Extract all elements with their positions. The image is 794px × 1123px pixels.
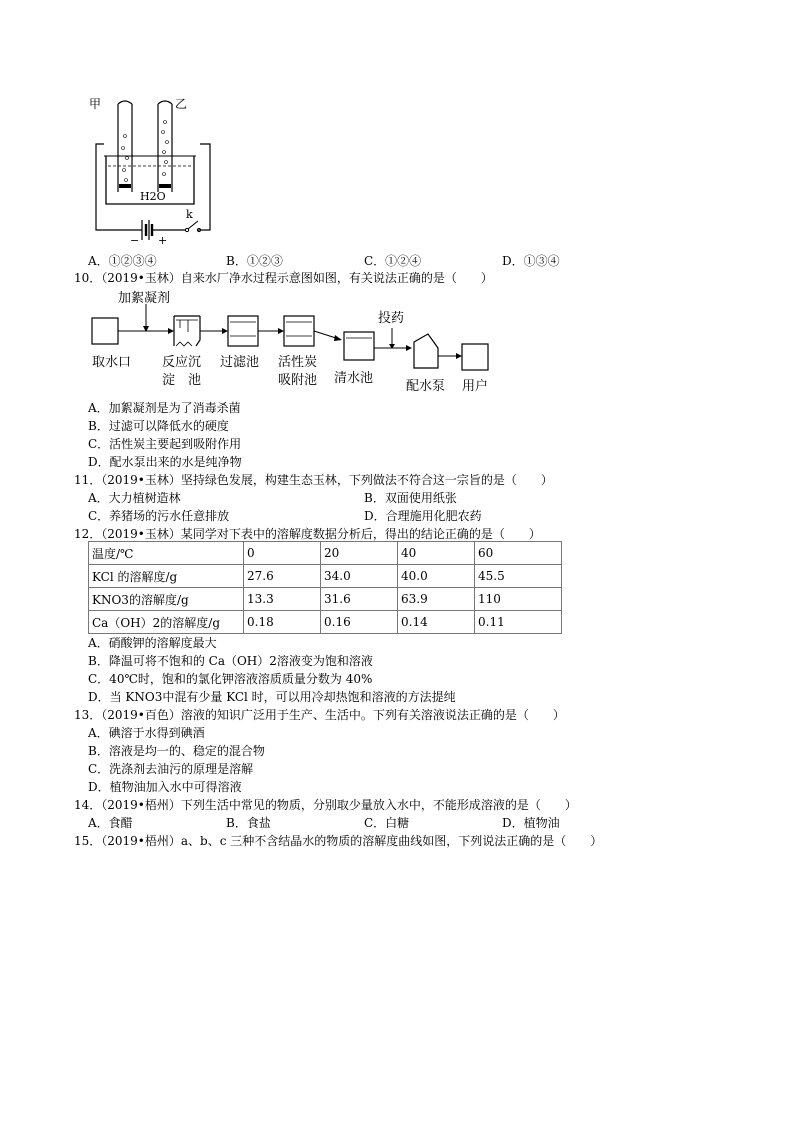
q14-option-a: A．食醋: [88, 816, 133, 830]
table-header-cell: 60: [475, 542, 562, 565]
switch-k-label: k: [186, 208, 193, 221]
table-cell: 0.18: [244, 611, 321, 634]
q13-stem: 13．（2019•百色）溶液的知识广泛用于生产、生活中。下列有关溶液说法正确的是（ ）: [74, 708, 565, 722]
table-cell: KCl 的溶解度/g: [89, 565, 244, 588]
coagulant-label: 加絮凝剂: [118, 291, 171, 306]
q11-option-b: B．双面使用纸张: [364, 491, 457, 505]
table-header-cell: 0: [244, 542, 321, 565]
q12-option-b: B．降温可将不饱和的 Ca（OH）2溶液变为饱和溶液: [88, 654, 373, 668]
table-cell: 45.5: [475, 565, 562, 588]
q12-option-a: A．硝酸钾的溶解度最大: [88, 636, 217, 650]
q13-option-d: D．植物油加入水中可得溶液: [88, 780, 242, 794]
q11-option-d: D．合理施用化肥农药: [364, 509, 482, 523]
battery-plus-label: +: [158, 234, 168, 247]
table-cell: 31.6: [321, 588, 398, 611]
table-header-cell: 温度/℃: [89, 542, 244, 565]
table-cell: KNO3的溶解度/g: [89, 588, 244, 611]
q10-stem: 10．（2019•玉林）自来水厂净水过程示意图如图，有关说法正确的是（ ）: [74, 271, 493, 285]
q13-option-b: B．溶液是均一的、稳定的混合物: [88, 744, 265, 758]
sedimentation-label-line2: 淀 池: [162, 373, 202, 388]
q9-option-d: D．①③④: [502, 254, 560, 268]
user-label: 用户: [462, 379, 489, 394]
q14-option-d: D．植物油: [502, 816, 560, 830]
q12-option-d: D．当 KNO3中混有少量 KCl 时，可以用冷却热饱和溶液的方法提纯: [88, 690, 456, 704]
q10-option-a: A．加絮凝剂是为了消毒杀菌: [88, 401, 241, 415]
dosing-label: 投药: [378, 311, 405, 326]
table-cell: 40.0: [398, 565, 475, 588]
q9-option-b: B．①②③: [226, 254, 283, 268]
tube-yi-label: 乙: [175, 97, 188, 111]
solubility-table: [88, 541, 562, 634]
q12-option-c: C．40℃时，饱和的氯化钾溶液溶质质量分数为 40%: [88, 672, 373, 686]
battery-minus-label: −: [130, 234, 140, 247]
electrolysis-apparatus-figure: [88, 96, 218, 248]
water-label: H2O: [140, 190, 166, 203]
water-treatment-diagram: [88, 286, 508, 398]
carbon-label-line1: 活性炭: [278, 355, 318, 370]
q11-option-a: A．大力植树造林: [88, 491, 181, 505]
clear-water-label: 清水池: [334, 371, 374, 386]
q11-stem: 11．（2019•玉林）坚持绿色发展，构建生态玉林，下列做法不符合这一宗旨的是（ ）: [74, 473, 553, 487]
table-cell: 110: [475, 588, 562, 611]
q9-option-c: C．①②④: [364, 254, 422, 268]
table-cell: 27.6: [244, 565, 321, 588]
table-cell: 13.3: [244, 588, 321, 611]
q13-option-c: C．洗涤剂去油污的原理是溶解: [88, 762, 254, 776]
table-row: [89, 588, 562, 611]
q12-stem: 12．（2019•玉林）某同学对下表中的溶解度数据分析后，得出的结论正确的是（ ）: [74, 527, 541, 541]
q14-option-b: B．食盐: [226, 816, 271, 830]
q11-option-c: C．养猪场的污水任意排放: [88, 509, 230, 523]
table-cell: 34.0: [321, 565, 398, 588]
table-row: [89, 611, 562, 634]
table-cell: 0.14: [398, 611, 475, 634]
table-row: [89, 565, 562, 588]
pump-label: 配水泵: [406, 379, 446, 394]
tube-jia-label: 甲: [89, 97, 102, 111]
q9-option-a: A．①②③④: [88, 254, 157, 268]
table-header-cell: 20: [321, 542, 398, 565]
table-header-row: [89, 542, 562, 565]
q14-stem: 14．（2019•梧州）下列生活中常见的物质，分别取少量放入水中，不能形成溶液的是（ ）: [74, 798, 577, 812]
table-cell: 0.11: [475, 611, 562, 634]
q15-stem: 15．（2019•梧州）a、b、c 三种不含结晶水的物质的溶解度曲线如图，下列说法正确的是（ ）: [74, 834, 603, 848]
sedimentation-label-line1: 反应沉: [162, 355, 202, 370]
table-cell: 63.9: [398, 588, 475, 611]
intake-label: 取水口: [92, 355, 132, 370]
q10-option-c: C．活性炭主要起到吸附作用: [88, 437, 242, 451]
table-cell: 0.16: [321, 611, 398, 634]
q13-option-a: A．碘溶于水得到碘酒: [88, 726, 205, 740]
carbon-label-line2: 吸附池: [278, 373, 318, 388]
table-cell: Ca（OH）2的溶解度/g: [89, 611, 244, 634]
q14-option-c: C．白糖: [364, 816, 410, 830]
filter-label: 过滤池: [220, 355, 260, 370]
table-header-cell: 40: [398, 542, 475, 565]
q10-option-d: D．配水泵出来的水是纯净物: [88, 455, 242, 469]
q10-option-b: B．过滤可以降低水的硬度: [88, 419, 229, 433]
